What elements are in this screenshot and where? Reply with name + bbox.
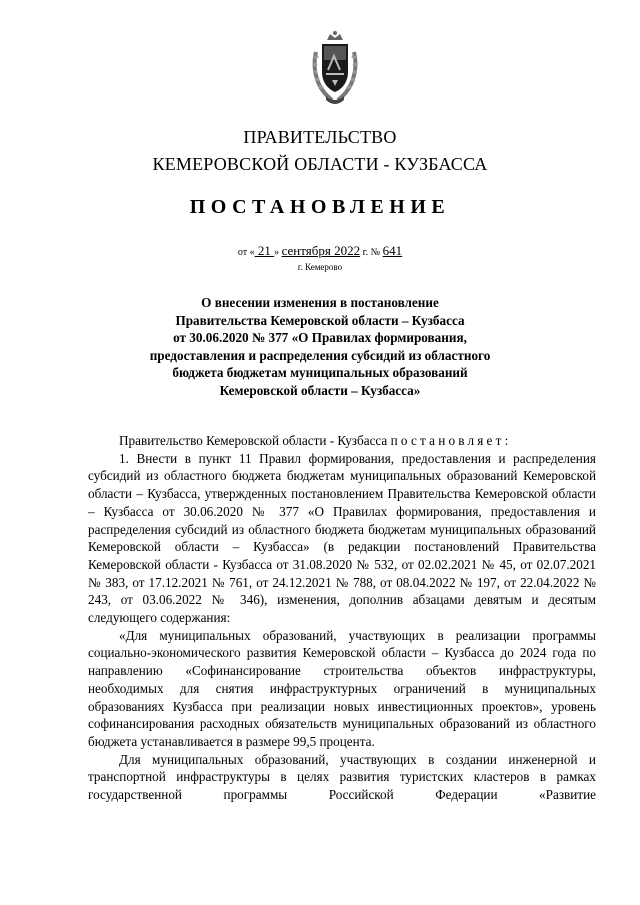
date-mid: » [274, 247, 282, 258]
intro-keyword: постановляет: [390, 433, 512, 448]
date-number-line [0, 243, 640, 259]
document-type-heading: ПОСТАНОВЛЕНИЕ [189, 196, 451, 218]
date-year-suffix: г. № [360, 247, 383, 258]
coat-of-arms-emblem [310, 30, 360, 110]
title-line: бюджета бюджетам муниципальных образований [172, 365, 468, 381]
document-title [100, 294, 540, 400]
document-number: 641 [382, 243, 403, 258]
date-month-year: сентября 2022 [281, 243, 361, 258]
paragraph-3: Для муниципальных образований, участвующих в создании инженерной и транспортной инфраструктуры в целях развития туристских кластеров в рамках государственной программы Российской Федерации «Развитие [88, 751, 596, 803]
intro-paragraph [88, 432, 596, 450]
paragraph-1: 1. Внести в пункт 11 Правил формирования, предоставления и распределения субсидий из областного бюджета бюджетам муниципальных образований Кемеровской области – Кузбасса, утвержденных постановлением Правительства Кемеровской области – Кузбасса от 30.06.2020 № 377 «О Правилах формирования, предоставления и распределения субсидий из областного бюджета бюджетам муниципальных образований Кемеровской области – Кузбасса» (в редакции постановлений Правительства Кемеровской области - Кузбасса от 31.08.2020 № 532, от 02.02.2021 № 45, от 02.07.2021 № 383, от 17.12.2021 № 761, от 24.12.2021 № 788, от 08.04.2022 № 197, от 22.04.2022 № 243, от 03.06.2022 № 346), изменения, дополнив абзацами девятым и десятым следующего содержания: [88, 450, 596, 626]
city-name: г. Кемерово [297, 262, 343, 272]
title-line: О внесении изменения в постановление [201, 295, 439, 310]
title-line: предоставления и распределения субсидий из областного [149, 347, 491, 363]
government-name-line1: ПРАВИТЕЛЬСТВО [243, 127, 397, 147]
intro-text: Правительство Кемеровской области - Кузбасса [119, 433, 391, 448]
document-body [88, 432, 596, 804]
title-line: Кемеровской области – Кузбасса» [219, 382, 421, 398]
title-line: от 30.06.2020 № 377 «О Правилах формирования, [173, 330, 467, 346]
title-line: Правительства Кемеровской области – Кузбасса [175, 312, 465, 328]
paragraph-2: «Для муниципальных образований, участвующих в реализации программы социально-экономического развития Кемеровской области – Кузбасса до 2024 года по направлению «Софинансирование строительства объектов инфраструктуры, необходимых для снятия инфраструктурных ограничений в муниципальных образованиях Кузбасса при реализации новых инвестиционных проектов», уровень софинансирования расходных обязательств муниципальных образований из областного бюджета устанавливается в размере 99,5 процента. [88, 627, 596, 749]
government-name-line2: КЕМЕРОВСКОЙ ОБЛАСТИ - КУЗБАССА [152, 154, 488, 174]
date-day: 21 [254, 243, 275, 258]
date-prefix: от « [237, 247, 255, 258]
